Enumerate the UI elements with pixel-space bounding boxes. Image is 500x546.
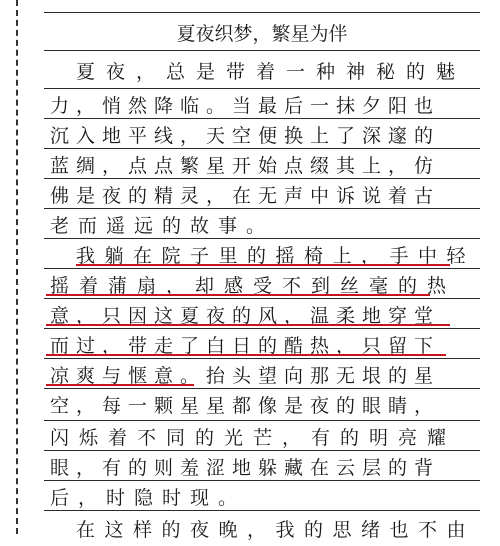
text-line-content: 夏夜，总是带着一种神秘的魅 (76, 60, 467, 83)
red-underline-annotation (46, 324, 450, 326)
red-underline-annotation (46, 384, 194, 386)
text-line-content: 而过，带走了白日的酷热，只留下 (50, 334, 441, 357)
text-line-content: 我躺在院子里的摇椅上，手中轻 (76, 244, 476, 267)
text-line (44, 52, 480, 88)
text-line-content: 摇着蒲扇，却感受不到丝毫的热 (50, 274, 457, 297)
text-line-content: 眼，有的则羞涩地躲藏在云层的背 (50, 456, 441, 479)
text-line-content: 沉入地平线，天空便换上了深邃的 (50, 124, 441, 147)
text-line-content: 闪烁着不同的光芒，有的明亮耀 (50, 426, 457, 449)
text-line-content: 在这样的夜晚，我的思绪也不由 (76, 518, 476, 541)
red-underline-annotation (46, 354, 446, 356)
text-line (44, 478, 480, 514)
essay-title (44, 14, 480, 50)
ruled-line (44, 12, 480, 13)
red-underline-annotation (76, 264, 450, 266)
essay-title-text: 夏夜织梦，繁星为伴 (176, 22, 348, 45)
text-line-content: 意，只因这夏夜的风，温柔地穿堂 (50, 304, 441, 327)
text-line-content: 后，时隐时现。 (50, 486, 247, 509)
text-line-content: 佛是夜的精灵，在无声中诉说着古 (50, 184, 441, 207)
ruled-line (44, 50, 480, 51)
red-underline-annotation (46, 294, 430, 296)
text-line-content: 力，悄然降临。当最后一抹夕阳也 (50, 94, 441, 117)
binding-margin-dashes (16, 0, 18, 534)
text-line-content: 凉爽与惬意。抬头望向那无垠的星 (50, 364, 441, 387)
text-line-content: 蓝绸，点点繁星开始点缀其上，仿 (50, 154, 441, 177)
text-line-content: 老而遥远的故事。 (50, 214, 275, 237)
text-line (44, 510, 480, 546)
text-line-content: 空，每一颗星星都像是夜的眼睛， (50, 394, 441, 417)
text-line (44, 386, 480, 422)
